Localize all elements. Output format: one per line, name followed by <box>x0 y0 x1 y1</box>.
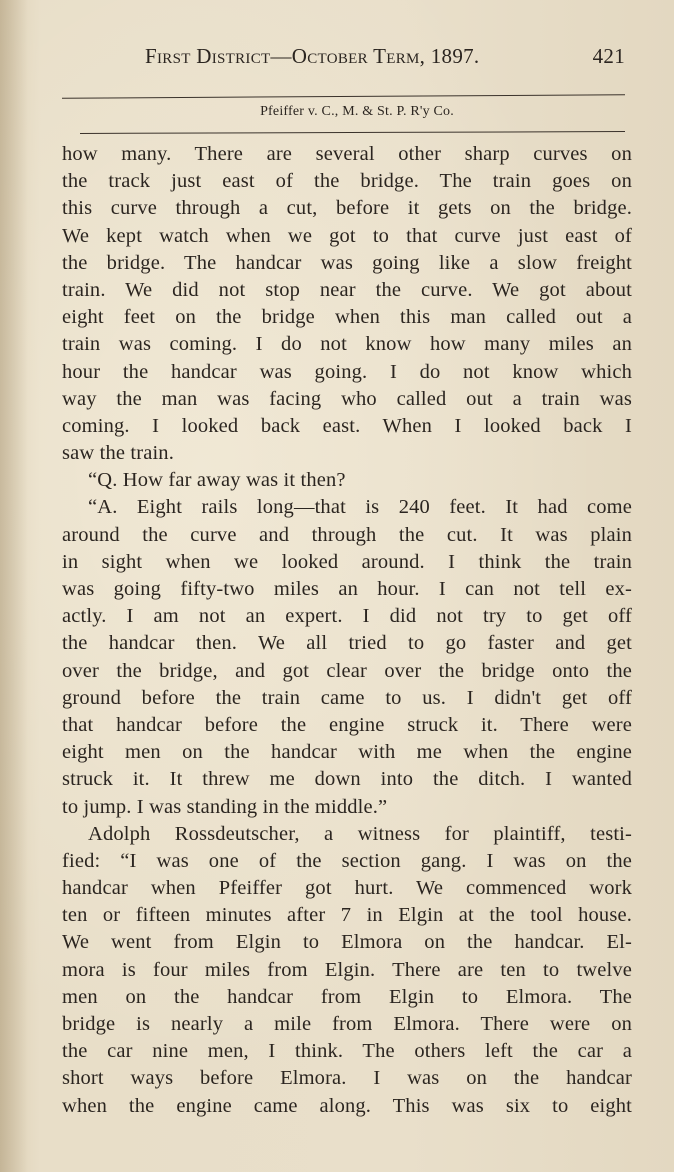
text-line: ground before the train came to us. I didn't get off <box>62 686 632 709</box>
text-line: bridge is nearly a mile from Elmora. There were on <box>62 1013 632 1035</box>
page-number: 421 <box>592 44 625 68</box>
text-line: train. We did not stop near the curve. We got about <box>62 278 632 301</box>
text-line: mora is four miles from Elgin. There are ten to twelve <box>62 958 632 981</box>
text-line: fied: “I was one of the section gang. I was on the <box>62 849 632 872</box>
text-line: saw the train. <box>62 442 174 465</box>
text-line: in sight when we looked around. I think the train <box>62 550 632 573</box>
header-rule-top <box>62 94 625 98</box>
text-line: short ways before Elmora. I was on the handcar <box>62 1067 632 1090</box>
text-line: struck it. It threw me down into the ditch. I wanted <box>62 768 632 791</box>
text-line: over the bridge, and got clear over the bridge onto the <box>62 659 632 682</box>
text-line: to jump. I was standing in the middle.” <box>62 795 388 818</box>
text-line: that handcar before the engine struck it. There were <box>62 713 632 736</box>
text-line: how many. There are several other sharp curves on <box>62 143 632 165</box>
text-line: Adolph Rossdeutscher, a witness for plaintiff, testi- <box>88 822 632 845</box>
body-text <box>62 141 632 1120</box>
text-line: train was coming. I do not know how many miles an <box>62 333 632 356</box>
binding-gutter-shadow <box>0 0 28 1172</box>
text-line: We kept watch when we got to that curve just east of <box>62 224 632 247</box>
case-caption: Pfeiffer v. C., M. & St. P. R'y Co. <box>260 104 454 119</box>
text-line: men on the handcar from Elgin to Elmora. The <box>62 985 632 1008</box>
text-line: the track just east of the bridge. The train goes on <box>62 170 632 193</box>
text-line: the handcar then. We all tried to go faster and get <box>62 632 632 655</box>
text-line: coming. I looked back east. When I looked back I <box>62 414 632 437</box>
text-line: was going fifty-two miles an hour. I can not tell ex- <box>62 578 632 600</box>
text-line: hour the handcar was going. I do not know which <box>62 360 632 383</box>
text-line: eight men on the handcar with me when the engine <box>62 741 632 764</box>
text-line: eight feet on the bridge when this man called out a <box>62 306 632 329</box>
running-head-title: First District—October Term, 1897. <box>145 44 480 68</box>
text-line: when the engine came along. This was six to eight <box>62 1094 632 1117</box>
text-line: this curve through a cut, before it gets on the bridge. <box>62 197 632 220</box>
text-line: actly. I am not an expert. I did not try to get off <box>62 605 632 628</box>
text-line: “A. Eight rails long—that is 240 feet. It had come <box>88 496 632 519</box>
text-line: way the man was facing who called out a train was <box>62 387 632 410</box>
text-line: the car nine men, I think. The others left the car a <box>62 1040 632 1063</box>
text-line: handcar when Pfeiffer got hurt. We commenced work <box>62 877 632 900</box>
text-line: We went from Elgin to Elmora on the handcar. El- <box>62 931 632 954</box>
text-line: around the curve and through the cut. It was plain <box>62 523 632 546</box>
header-rule-bottom <box>80 131 625 134</box>
text-line: “Q. How far away was it then? <box>88 469 346 492</box>
text-line: the bridge. The handcar was going like a slow freight <box>62 251 632 274</box>
text-line: ten or fifteen minutes after 7 in Elgin at the tool house. <box>62 904 632 927</box>
